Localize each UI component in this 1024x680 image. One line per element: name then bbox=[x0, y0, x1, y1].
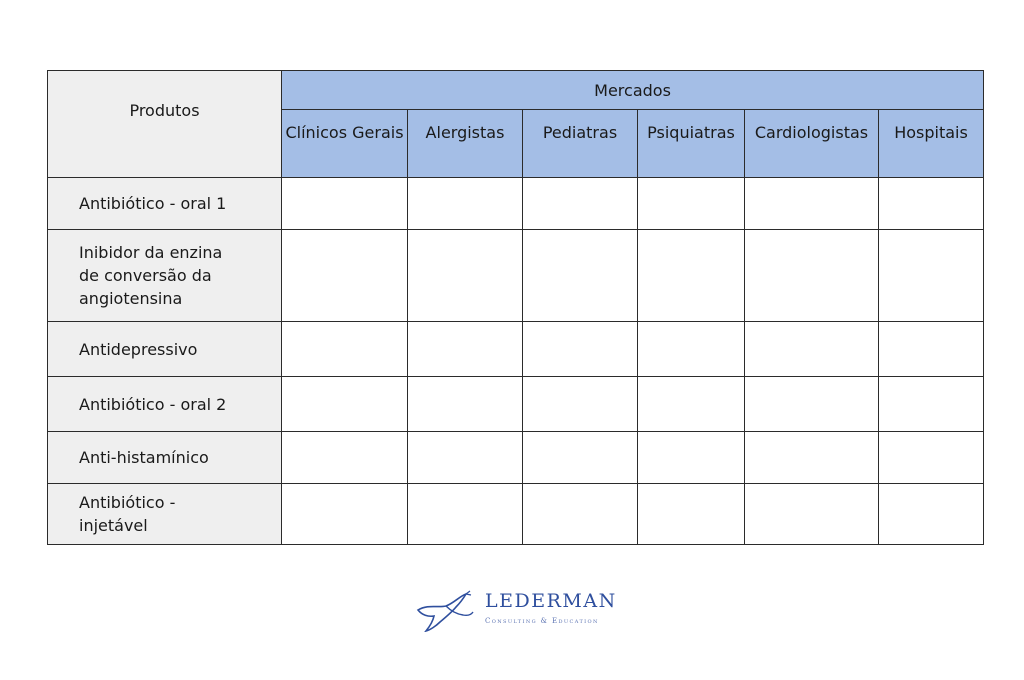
table-cell bbox=[523, 484, 638, 545]
column-header-cardiologistas bbox=[745, 110, 879, 178]
logo-tagline: Consulting & Education bbox=[485, 617, 599, 625]
column-header-pediatras bbox=[523, 110, 638, 178]
table-cell bbox=[408, 432, 523, 484]
column-header-label: Cardiologistas bbox=[754, 123, 869, 142]
table-cell bbox=[879, 484, 984, 545]
column-header-alergistas bbox=[408, 110, 523, 178]
column-header-label: Psiquiatras bbox=[647, 123, 735, 142]
table-cell bbox=[879, 178, 984, 230]
column-header-label: Pediatras bbox=[542, 123, 618, 142]
table-cell bbox=[282, 230, 408, 322]
table-cell bbox=[282, 178, 408, 230]
products-header-label: Produtos bbox=[129, 100, 200, 120]
row-label: Antibiótico - injetável bbox=[79, 493, 176, 535]
table-row bbox=[48, 377, 984, 432]
table-cell bbox=[638, 230, 745, 322]
table-cell bbox=[408, 377, 523, 432]
row-label: Antidepressivo bbox=[79, 339, 198, 359]
table-cell bbox=[745, 230, 879, 322]
markets-group-header bbox=[282, 71, 984, 110]
row-header bbox=[48, 377, 282, 432]
table-cell bbox=[282, 322, 408, 377]
table-row bbox=[48, 484, 984, 545]
column-header-psiquiatras bbox=[638, 110, 745, 178]
table-row bbox=[48, 230, 984, 322]
table-cell bbox=[745, 432, 879, 484]
table-cell bbox=[745, 178, 879, 230]
row-header bbox=[48, 432, 282, 484]
row-header bbox=[48, 322, 282, 377]
column-header-clinicos-gerais bbox=[282, 110, 408, 178]
table-row bbox=[48, 432, 984, 484]
table-cell bbox=[523, 178, 638, 230]
table-cell bbox=[879, 230, 984, 322]
table-cell bbox=[408, 178, 523, 230]
table-cell bbox=[879, 432, 984, 484]
table-cell bbox=[282, 432, 408, 484]
table-cell bbox=[282, 377, 408, 432]
table-cell bbox=[638, 178, 745, 230]
table-cell bbox=[638, 377, 745, 432]
row-header bbox=[48, 230, 282, 322]
table-cell bbox=[879, 377, 984, 432]
row-label: Anti-histamínico bbox=[79, 448, 209, 467]
row-label: Antibiótico - oral 1 bbox=[79, 194, 227, 213]
column-header-label: Alergistas bbox=[425, 123, 505, 142]
column-header-label: Clínicos Gerais bbox=[285, 123, 404, 142]
row-header bbox=[48, 178, 282, 230]
table-cell bbox=[408, 484, 523, 545]
table-cell bbox=[523, 322, 638, 377]
lederman-logo bbox=[416, 588, 616, 634]
table-cell bbox=[879, 322, 984, 377]
column-header-label: Hospitais bbox=[894, 123, 968, 142]
whale-logo-icon bbox=[416, 590, 474, 632]
row-header bbox=[48, 484, 282, 545]
table-cell bbox=[745, 484, 879, 545]
table-cell bbox=[282, 484, 408, 545]
table-cell bbox=[523, 377, 638, 432]
products-header bbox=[48, 71, 282, 178]
table-cell bbox=[638, 322, 745, 377]
table-row bbox=[48, 178, 984, 230]
logo-name: LEDERMAN bbox=[485, 590, 617, 612]
table-cell bbox=[745, 322, 879, 377]
table-cell bbox=[638, 484, 745, 545]
products-markets-table bbox=[47, 70, 984, 545]
table-cell bbox=[408, 230, 523, 322]
table-cell bbox=[408, 322, 523, 377]
table-cell bbox=[745, 377, 879, 432]
row-label: Inibidor da enzina de conversão da angiotensina bbox=[79, 243, 223, 308]
table-row bbox=[48, 322, 984, 377]
table-cell bbox=[523, 230, 638, 322]
table-cell bbox=[638, 432, 745, 484]
markets-group-label: Mercados bbox=[594, 80, 671, 100]
row-label: Antibiótico - oral 2 bbox=[79, 394, 227, 414]
table-cell bbox=[523, 432, 638, 484]
column-header-hospitais bbox=[879, 110, 984, 178]
